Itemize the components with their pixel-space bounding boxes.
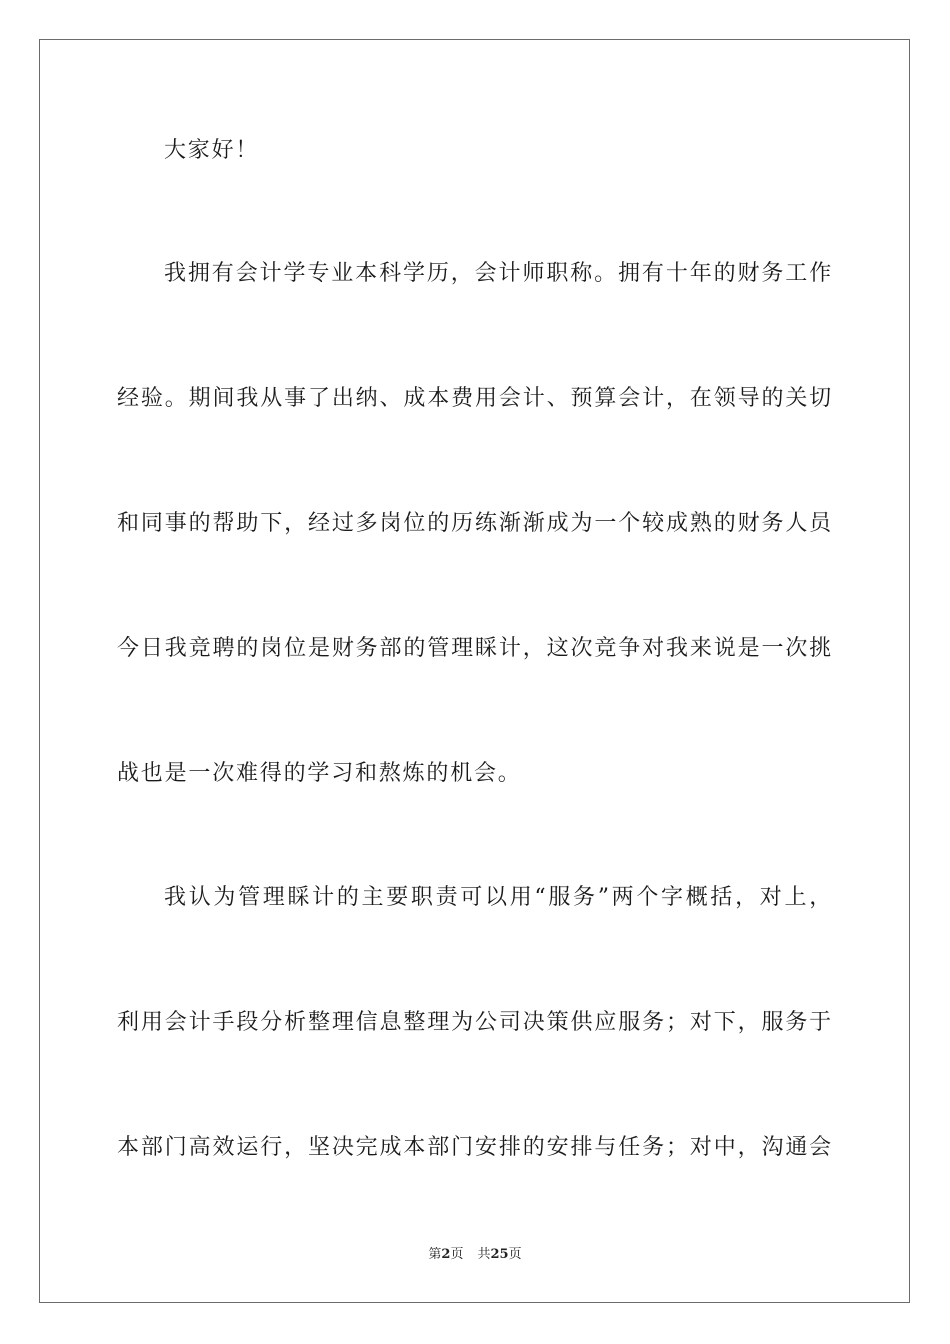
- text-line: 我拥有会计学专业本科学历，会计师职称。拥有十年的财务工作: [164, 261, 833, 286]
- total-unit: 页: [508, 1247, 522, 1262]
- page-prefix: 第: [428, 1247, 442, 1262]
- text-line-greeting: 大家好！: [164, 138, 260, 163]
- page-unit: 页: [450, 1247, 464, 1262]
- text-line: 利用会计手段分析整理信息整理为公司决策供应服务；对下，服务于: [117, 1010, 833, 1035]
- text-line: 本部门高效运行，坚决完成本部门安排的安排与任务；对中，沟通会: [117, 1135, 833, 1160]
- text-line: 和同事的帮助下，经过多岗位的历练渐渐成为一个较成熟的财务人员: [117, 511, 833, 536]
- text-line: 今日我竞聘的岗位是财务部的管理睬计，这次竞争对我来说是一次挑: [117, 636, 833, 661]
- text-line: 我认为管理睬计的主要职责可以用“服务”两个字概括，对上，: [164, 885, 833, 910]
- page-total: 25: [490, 1247, 509, 1262]
- text-line: 经验。期间我从事了出纳、成本费用会计、预算会计，在领导的关切: [117, 386, 833, 411]
- page-footer: [0, 1246, 950, 1264]
- page-border: [39, 39, 910, 1303]
- page-current: 2: [441, 1247, 451, 1262]
- total-prefix: 共: [477, 1247, 491, 1262]
- text-line: 战也是一次难得的学习和熬炼的机会。: [117, 761, 522, 786]
